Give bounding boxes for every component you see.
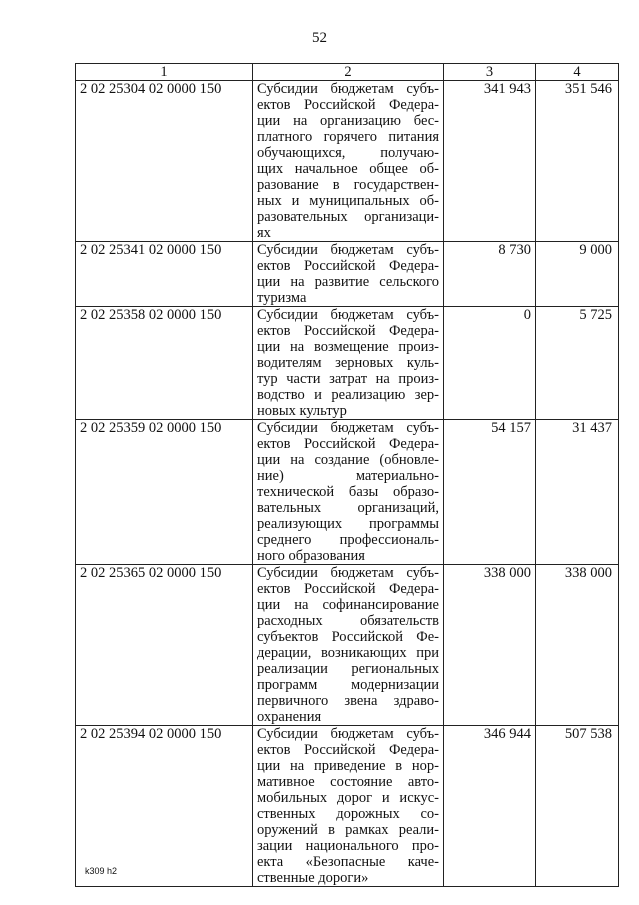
description-line: ных и муниципальных об- bbox=[257, 193, 439, 209]
description-line: обучающихся, получаю- bbox=[257, 145, 439, 161]
amount-col4-cell: 351 546 bbox=[536, 81, 619, 242]
description-line: ственные дороги» bbox=[257, 870, 369, 886]
description-line: щих начальное общее об- bbox=[257, 161, 439, 177]
description-line: Субсидии бюджетам субъ- bbox=[257, 420, 439, 436]
description-line: мобильных дорог и искус- bbox=[257, 790, 439, 806]
description-line: водителям зерновых куль- bbox=[257, 355, 439, 371]
description-cell bbox=[253, 420, 444, 565]
description-line: ектов Российской Федера- bbox=[257, 742, 439, 758]
column-header-3: 3 bbox=[444, 64, 536, 81]
description-line: вательных организаций, bbox=[257, 500, 439, 516]
amount-col4-cell: 507 538 bbox=[536, 726, 619, 887]
description-cell bbox=[253, 242, 444, 307]
amount-col4-cell: 5 725 bbox=[536, 307, 619, 420]
description-line: мативное состояние авто- bbox=[257, 774, 439, 790]
description-line: Субсидии бюджетам субъ- bbox=[257, 242, 439, 258]
amount-col4-cell: 9 000 bbox=[536, 242, 619, 307]
description-line: среднего профессиональ- bbox=[257, 532, 439, 548]
amount-col4-cell: 31 437 bbox=[536, 420, 619, 565]
description-line: ции на создание (обновле- bbox=[257, 452, 439, 468]
budget-code-cell: 2 02 25394 02 0000 150 bbox=[76, 726, 253, 887]
description-line: ях bbox=[257, 225, 271, 241]
description-cell bbox=[253, 81, 444, 242]
column-header-2: 2 bbox=[253, 64, 444, 81]
table-row bbox=[76, 307, 619, 420]
description-cell bbox=[253, 307, 444, 420]
table-header-row bbox=[76, 64, 619, 81]
description-line: программ модернизации bbox=[257, 677, 439, 693]
column-header-4: 4 bbox=[536, 64, 619, 81]
budget-code-cell: 2 02 25304 02 0000 150 bbox=[76, 81, 253, 242]
description-cell bbox=[253, 565, 444, 726]
budget-table bbox=[75, 63, 619, 887]
description-line: зации национального про- bbox=[257, 838, 439, 854]
column-header-1: 1 bbox=[76, 64, 253, 81]
description-line: Субсидии бюджетам субъ- bbox=[257, 565, 439, 581]
amount-col3-cell: 54 157 bbox=[444, 420, 536, 565]
table-row bbox=[76, 242, 619, 307]
description-line: расходных обязательств bbox=[257, 613, 439, 629]
footer-mark: k309 h2 bbox=[85, 866, 118, 876]
budget-code-cell: 2 02 25365 02 0000 150 bbox=[76, 565, 253, 726]
budget-code-cell: 2 02 25341 02 0000 150 bbox=[76, 242, 253, 307]
description-line: технической базы образо- bbox=[257, 484, 439, 500]
description-line: новых культур bbox=[257, 403, 347, 419]
amount-col3-cell: 346 944 bbox=[444, 726, 536, 887]
description-line: водство и реализацию зер- bbox=[257, 387, 439, 403]
description-line: дерации, возникающих при bbox=[257, 645, 439, 661]
description-line: платного горячего питания bbox=[257, 129, 439, 145]
description-line: ектов Российской Федера- bbox=[257, 97, 439, 113]
table-body bbox=[76, 81, 619, 887]
amount-col3-cell: 341 943 bbox=[444, 81, 536, 242]
description-line: ектов Российской Федера- bbox=[257, 581, 439, 597]
description-cell bbox=[253, 726, 444, 887]
amount-col3-cell: 0 bbox=[444, 307, 536, 420]
description-line: разование в государствен- bbox=[257, 177, 439, 193]
table-row bbox=[76, 565, 619, 726]
description-line: ственных дорожных со- bbox=[257, 806, 439, 822]
budget-code-cell: 2 02 25358 02 0000 150 bbox=[76, 307, 253, 420]
description-line: ции на софинансирование bbox=[257, 597, 439, 613]
description-line: туризма bbox=[257, 290, 307, 306]
description-line: ции на возмещение произ- bbox=[257, 339, 439, 355]
budget-code-cell: 2 02 25359 02 0000 150 bbox=[76, 420, 253, 565]
description-line: оружений в рамках реали- bbox=[257, 822, 439, 838]
table-row bbox=[76, 420, 619, 565]
description-line: екта «Безопасные каче- bbox=[257, 854, 439, 870]
description-line: реализующих программы bbox=[257, 516, 439, 532]
description-line: первичного звена здраво- bbox=[257, 693, 439, 709]
description-line: реализации региональных bbox=[257, 661, 439, 677]
description-line: ектов Российской Федера- bbox=[257, 436, 439, 452]
description-line: охранения bbox=[257, 709, 322, 725]
description-line: ции на развитие сельского bbox=[257, 274, 439, 290]
page-number: 52 bbox=[312, 30, 327, 46]
description-line: ции на организацию бес- bbox=[257, 113, 439, 129]
amount-col3-cell: 8 730 bbox=[444, 242, 536, 307]
description-line: тур части затрат на произ- bbox=[257, 371, 439, 387]
description-line: Субсидии бюджетам субъ- bbox=[257, 726, 439, 742]
description-line: ного образования bbox=[257, 548, 365, 564]
table-row bbox=[76, 726, 619, 887]
description-line: Субсидии бюджетам субъ- bbox=[257, 81, 439, 97]
description-line: ектов Российской Федера- bbox=[257, 323, 439, 339]
table-row bbox=[76, 81, 619, 242]
description-line: ектов Российской Федера- bbox=[257, 258, 439, 274]
description-line: ции на приведение в нор- bbox=[257, 758, 439, 774]
description-line: разовательных организаци- bbox=[257, 209, 439, 225]
amount-col4-cell: 338 000 bbox=[536, 565, 619, 726]
description-line: ние) материально- bbox=[257, 468, 439, 484]
description-line: Субсидии бюджетам субъ- bbox=[257, 307, 439, 323]
amount-col3-cell: 338 000 bbox=[444, 565, 536, 726]
description-line: субъектов Российской Фе- bbox=[257, 629, 439, 645]
